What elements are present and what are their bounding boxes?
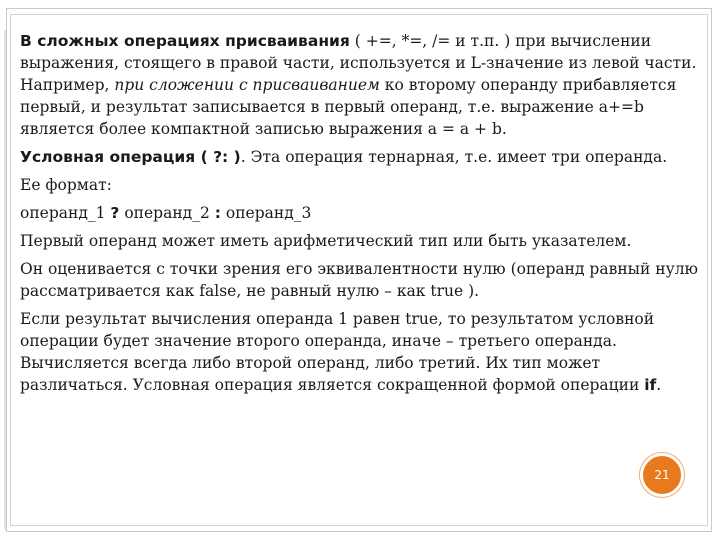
if-keyword: if [644,376,657,394]
paragraph-format-label: Ее формат: [20,176,112,194]
page-number-badge: 21 [640,453,684,497]
paragraph-first-operand-type: Первый операнд может иметь арифметический тип или быть указателем. [20,232,632,250]
compound-assignment-heading: В сложных операциях присваивания [20,32,350,50]
result-explanation-end: . [656,376,662,394]
slide-content [20,30,700,402]
syntax-operand-1: операнд_1 [20,204,111,222]
syntax-colon: : [214,204,221,222]
paragraph-result-explanation [20,308,700,396]
compound-assignment-text-end: ко второму операнду прибавляется первый, и результат записывается в первый операнд, т.е. выражение a+=b является более компактной записью выражения a = a + b. [20,76,677,138]
paragraph-conditional-operation [20,146,700,168]
paragraph-format-syntax [20,202,700,224]
syntax-operand-3: операнд_3 [220,204,312,222]
result-explanation-text: Если результат вычисления операнда 1 равен true, то результатом условной операции будет значение второго операнда, иначе – третьего операнда. Вычисляется всегда либо второй операнд, либо третий. Их тип может различаться. Условная операция является сокращенной формой операции [20,310,655,394]
syntax-operand-2: операнд_2 [119,204,215,222]
paragraph-zero-equivalence: Он оценивается с точки зрения его эквивалентности нулю (операнд равный нулю рассматривается как false, не равный нулю – как true ). [20,260,699,300]
conditional-operation-text: . Эта операция тернарная, т.е. имеет три операнда. [240,148,668,166]
compound-assignment-italic: при сложении с присваиванием [114,76,380,94]
paragraph-compound-assignment [20,30,700,140]
conditional-operation-heading: Условная операция ( ?: ) [20,148,241,166]
syntax-question-mark: ? [110,204,120,222]
slide-left-bar [4,30,6,530]
compound-assignment-text: ( +=, *=, /= и т.п. ) при вычислении выражения, стоящего в правой части, используется и L-значение из левой части. Например, [20,32,697,94]
